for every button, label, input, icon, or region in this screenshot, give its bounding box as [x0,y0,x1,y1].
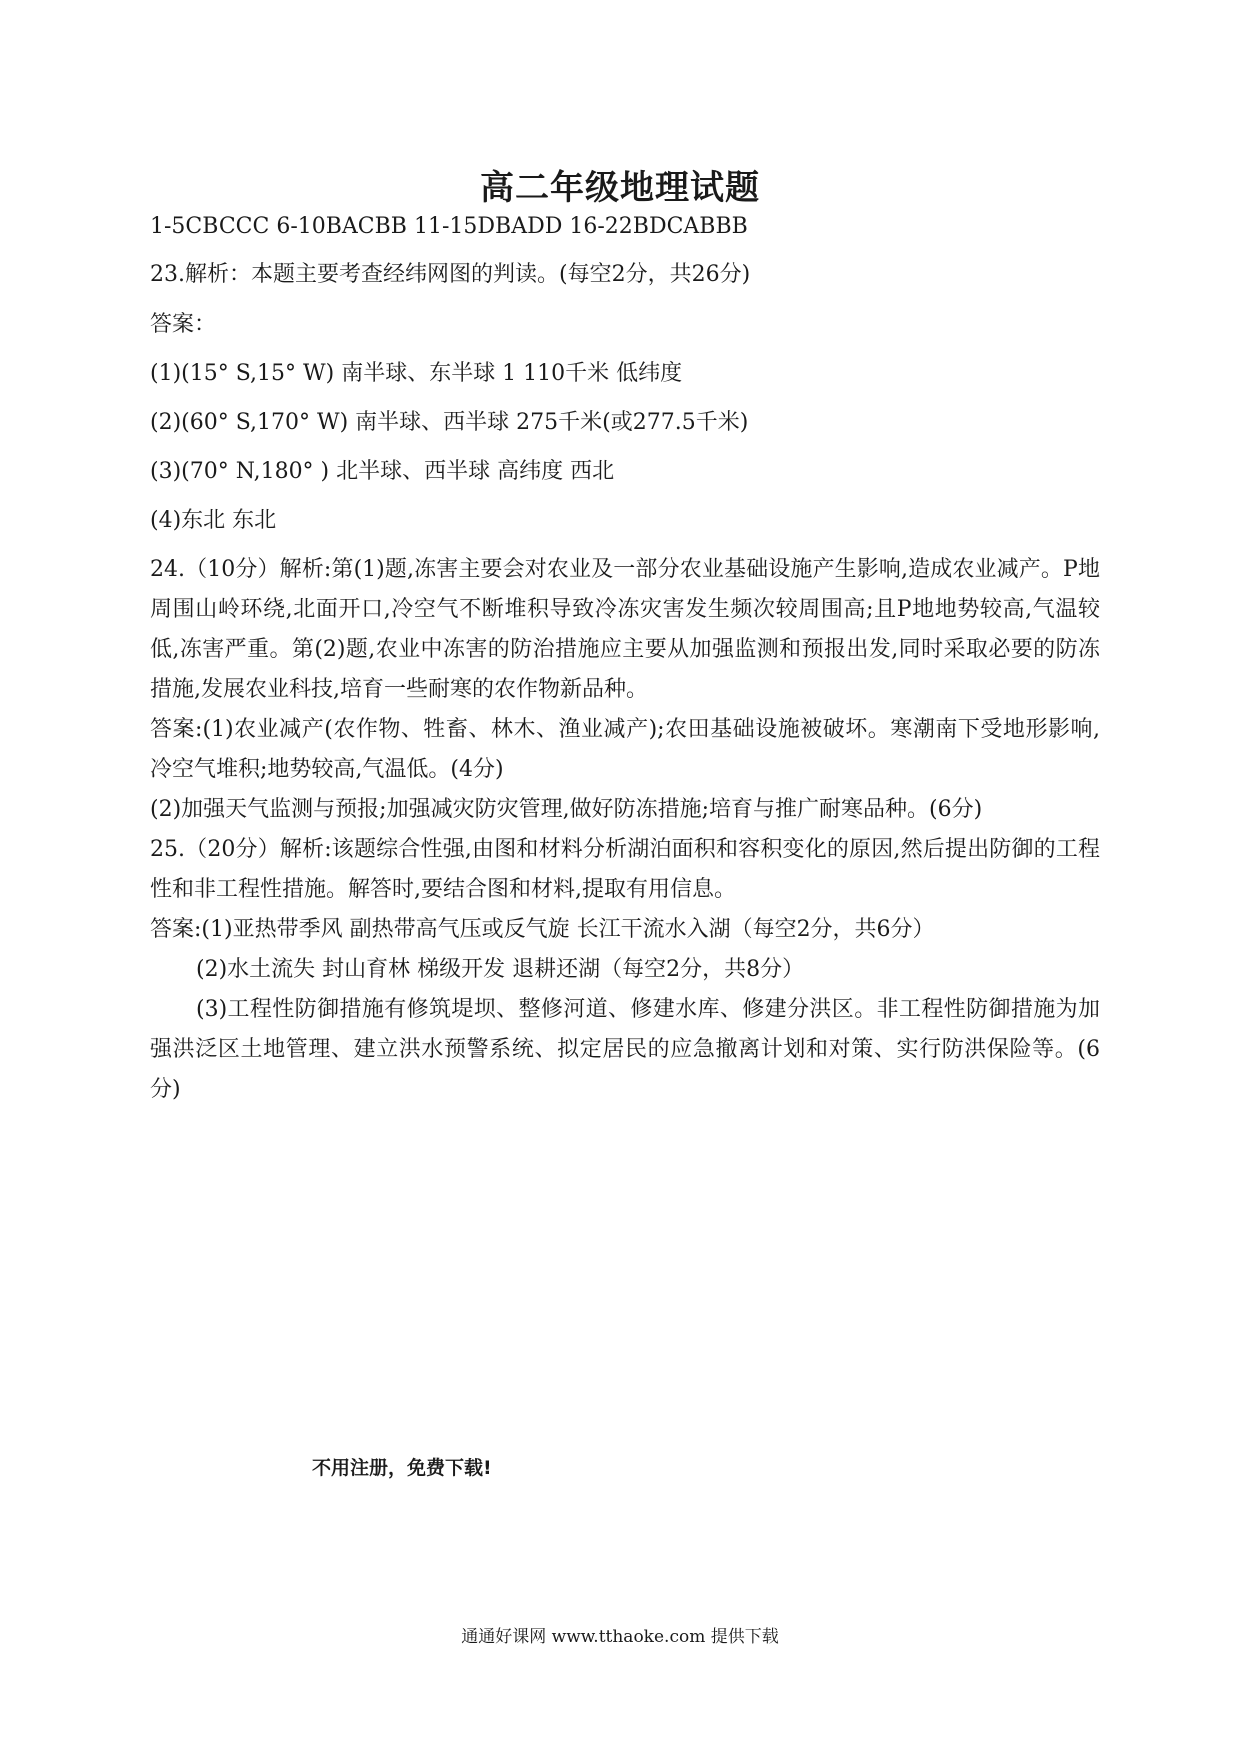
page-footer: 通通好课网 www.tthaoke.com 提供下载 [461,1627,779,1647]
q23-answer-line: (2)(60° S,170° W) 南半球、西半球 275千米(或277.5千米) [150,410,749,435]
q23-heading: 23.解析：本题主要考查经纬网图的判读。(每空2分，共26分) [150,262,751,287]
document-body [150,212,1100,1110]
q23-answer-line: (3)(70° N,180° ) 北半球、西半球 高纬度 西北 [150,459,615,484]
question-24-section [150,550,1100,830]
q23-answer-line: (1)(15° S,15° W) 南半球、东半球 1 110千米 低纬度 [150,361,683,386]
q25-answer-3: (3)工程性防御措施有修筑堤坝、整修河道、修建水库、修建分洪区。非工程性防御措施为加强洪泛区土地管理、建立洪水预警系统、拟定居民的应急撤离计划和对策、实行防洪保险等。(6分) [150,997,1100,1102]
question-23-section [150,260,1100,536]
multiple-choice-answers: 1-5CBCCC 6-10BACBB 11-15DBADD 16-22BDCABBB [150,214,748,239]
question-25-section [150,830,1100,1110]
page-title: 高二年级地理试题 [480,168,760,208]
q25-answer-1: 答案:(1)亚热带季风 副热带高气压或反气旋 长江干流水入湖（每空2分，共6分） [150,917,935,942]
q24-analysis: 24.（10分）解析:第(1)题,冻害主要会对农业及一部分农业基础设施产生影响,造成农业减产。P地周围山岭环绕,北面开口,冷空气不断堆积导致冷冻灾害发生频次较周围高;且P地地势较高,气温较低,冻害严重。第(2)题,农业中冻害的防治措施应主要从加强监测和预报出发,同时采取必要的防冻措施,发展农业科技,培育一些耐寒的农作物新品种。 [150,557,1100,702]
q23-answer-line: (4)东北 东北 [150,508,277,533]
promo-note: 不用注册，免费下载! [312,1457,492,1479]
q25-answer-2: (2)水土流失 封山育林 梯级开发 退耕还湖（每空2分，共8分） [196,957,805,982]
q23-answer-label: 答案： [150,312,217,337]
q24-answer-1: 答案:(1)农业减产(农作物、牲畜、林木、渔业减产);农田基础设施被破坏。寒潮南下受地形影响,冷空气堆积;地势较高,气温低。(4分) [150,717,1100,782]
q24-answer-2: (2)加强天气监测与预报;加强减灾防灾管理,做好防冻措施;培育与推广耐寒品种。(6分) [150,797,983,822]
q25-analysis: 25.（20分）解析:该题综合性强,由图和材料分析湖泊面积和容积变化的原因,然后提出防御的工程性和非工程性措施。解答时,要结合图和材料,提取有用信息。 [150,837,1100,902]
